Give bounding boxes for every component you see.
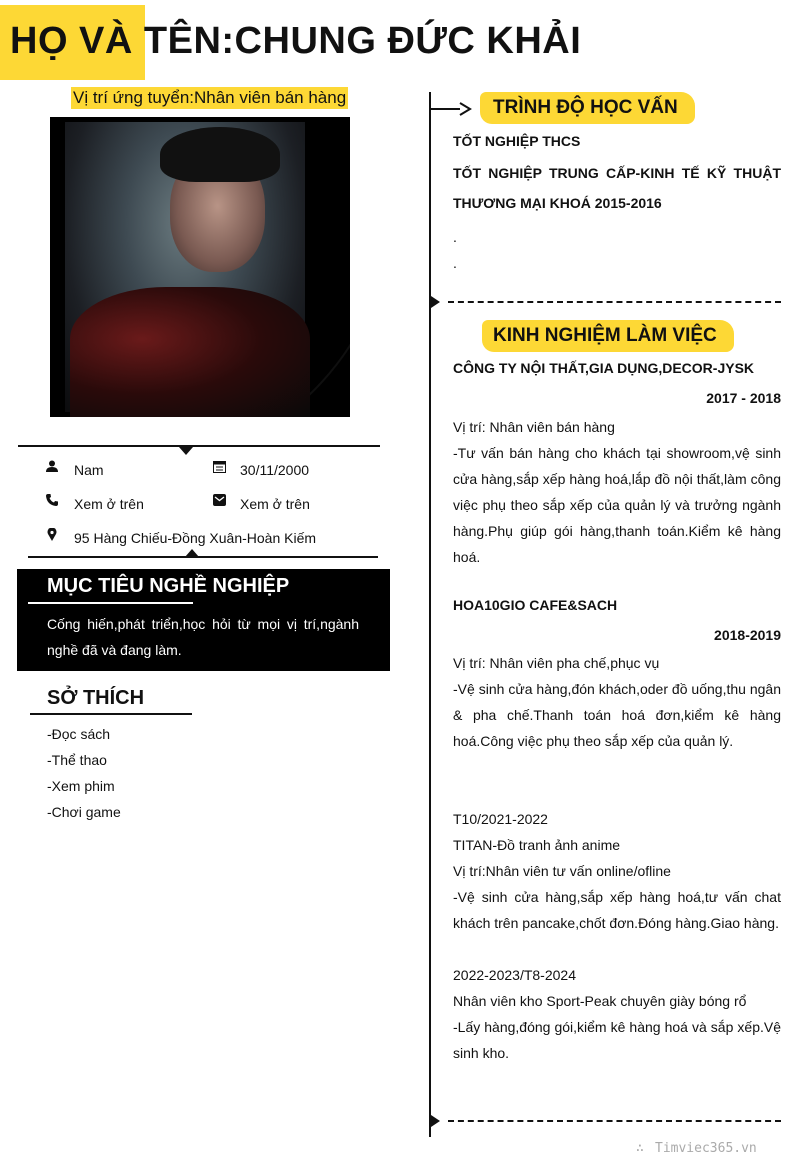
phone-value: Xem ở trên [74, 496, 144, 512]
timeline-connector [430, 108, 460, 110]
job-period: 2018-2019 [714, 627, 781, 643]
hobbies-list [47, 721, 121, 825]
section-marker [431, 296, 440, 308]
divider-arrow-down [179, 447, 193, 455]
job-description: -Vệ sinh cửa hàng,đón khách,oder đồ uống,thu ngân & pha chế.Thanh toán hoá đơn,kiểm kê hàng hoá.Công việc phụ theo sắp xếp của quản lý. [453, 681, 781, 749]
job-company: TITAN-Đồ tranh ảnh anime [453, 837, 621, 853]
calendar-icon [212, 460, 226, 476]
education-dot-2: . [453, 255, 457, 271]
job-company: CÔNG TY NỘI THẤT,GIA DỤNG,DECOR-JYSK [453, 360, 755, 376]
hobby-item: -Chơi game [47, 804, 121, 820]
watermark: Timviec365.vn [655, 1141, 757, 1156]
job-description: -Tư vấn bán hàng cho khách tại showroom,vệ sinh cửa hàng,sắp xếp hàng hoá,lắp đồ nội thất,làm công việc phụ theo sắp xếp của quản lý và trưởng ngành hàng.Phụ giúp gói hàng,thanh toán.Kiểm kê hàng hoá. [453, 445, 781, 565]
career-goal-underline [28, 602, 193, 604]
education-line-1: TỐT NGHIỆP THCS [453, 133, 581, 149]
email-value: Xem ở trên [240, 496, 310, 512]
job-role: Vị trí:Nhân viên tư vấn online/ofline [453, 863, 671, 879]
job-period: 2017 - 2018 [706, 390, 781, 406]
birthday-value: 30/11/2000 [240, 462, 310, 478]
education-line-2: TỐT NGHIỆP TRUNG CẤP-KINH TẾ KỸ THUẬT THƯƠNG MẠI KHOÁ 2015-2016 [453, 165, 781, 211]
job-role: Vị trí: Nhân viên bán hàng [453, 419, 615, 435]
timeline-arrow-icon [458, 102, 472, 121]
email-icon [212, 494, 226, 509]
candidate-name: HỌ VÀ TÊN:CHUNG ĐỨC KHẢI [10, 20, 582, 62]
watermark-icon: ∴ [636, 1141, 644, 1156]
career-goal-title: MỤC TIÊU NGHỀ NGHIỆP [47, 575, 290, 597]
job-period: 2022-2023/T8-2024 [453, 967, 576, 983]
job-company: HOA10GIO CAFE&SACH [453, 597, 618, 613]
job-role: Nhân viên kho Sport-Peak chuyên giày bóng rổ [453, 993, 747, 1009]
job-role: Vị trí: Nhân viên pha chế,phục vụ [453, 655, 660, 671]
phone-icon [45, 494, 59, 509]
hobbies-underline [30, 713, 192, 715]
job-description: -Vệ sinh cửa hàng,sắp xếp hàng hoá,tư vấn chat khách trên pancake,chốt đơn.Đóng hàng.Giao hàng. [453, 889, 781, 931]
address-value: 95 Hàng Chiếu-Đồng Xuân-Hoàn Kiếm [74, 530, 317, 546]
profile-photo [50, 117, 350, 417]
section-divider [448, 1120, 781, 1122]
hobby-item: -Thể thao [47, 752, 107, 768]
hobby-item: -Xem phim [47, 778, 115, 794]
section-divider [448, 301, 781, 303]
applied-position: Vị trí ứng tuyển:Nhân viên bán hàng [73, 88, 347, 107]
hobbies-title: SỞ THÍCH [47, 687, 145, 709]
gender-value: Nam [74, 462, 104, 478]
location-icon [45, 528, 59, 544]
education-dot-1: . [453, 229, 457, 245]
career-goal-text: Cống hiến,phát triển,học hỏi từ mọi vị trí,ngành nghề đã và đang làm. [47, 616, 359, 658]
section-marker [431, 1115, 440, 1127]
job-description: -Lấy hàng,đóng gói,kiểm kê hàng hoá và sắp xếp.Vệ sinh kho. [453, 1019, 781, 1061]
info-divider-top [18, 445, 380, 447]
timeline-line [429, 92, 431, 1137]
hobby-item: -Đọc sách [47, 726, 111, 742]
experience-title: KINH NGHIỆM LÀM VIỆC [493, 325, 717, 346]
job-period: T10/2021-2022 [453, 811, 548, 827]
user-icon [45, 460, 59, 475]
education-title: TRÌNH ĐỘ HỌC VẤN [493, 97, 678, 118]
info-divider-bottom [28, 556, 378, 558]
